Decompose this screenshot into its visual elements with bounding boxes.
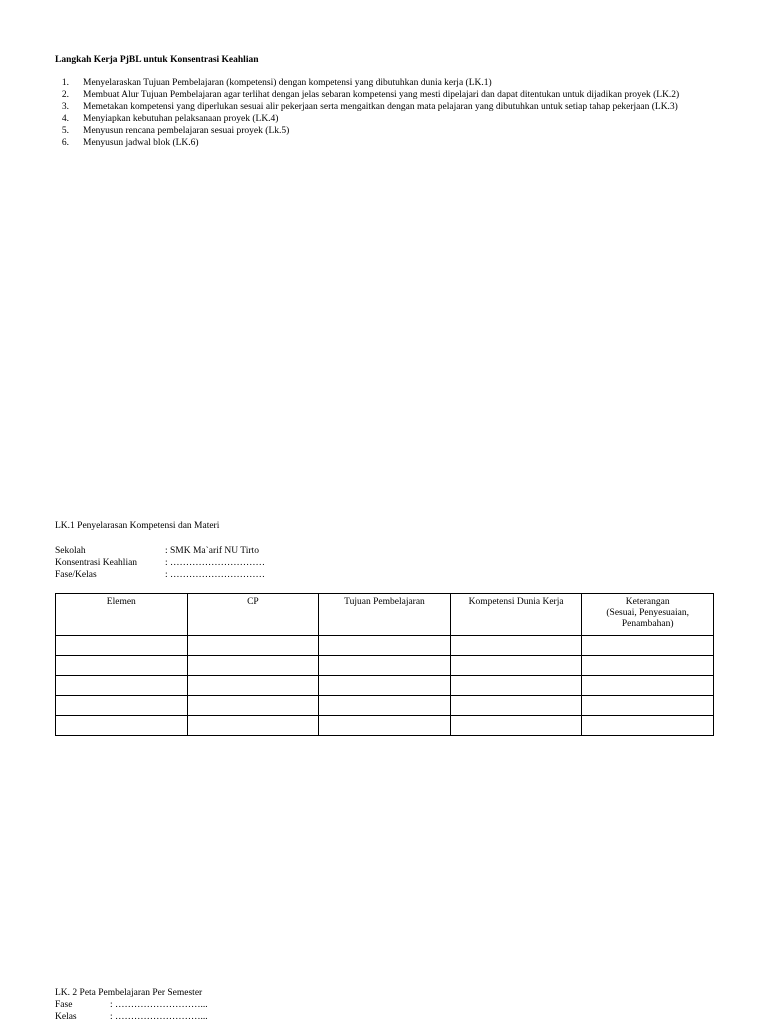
table-cell	[187, 636, 319, 656]
table-cell	[450, 656, 582, 676]
meta-value: : SMK Ma`arif NU Tirto	[165, 546, 259, 556]
table-cell	[319, 716, 451, 736]
meta-label: Sekolah	[55, 546, 86, 556]
table-cell	[582, 636, 714, 656]
table-header-row	[56, 594, 714, 636]
step-text: Menyiapkan kebutuhan pelaksanaan proyek (LK.4)	[83, 114, 279, 124]
step-text: Memetakan kompetensi yang diperlukan sesuai alir pekerjaan serta mengaitkan dengan mata pelajaran yang dibutuhkan untuk setiap tahap pekerjaan (LK.3)	[83, 102, 678, 112]
list-item	[55, 113, 679, 125]
table-cell	[187, 676, 319, 696]
meta-row-konsentrasi	[55, 557, 265, 569]
column-header-keterangan: Keterangan (Sesuai, Penyesuaian, Penambahan)	[582, 594, 714, 636]
lk1-table-body	[56, 636, 714, 736]
column-header-cp: CP	[187, 594, 319, 636]
meta-value: : ………………………...	[110, 1000, 208, 1010]
table-cell	[450, 696, 582, 716]
table-cell	[56, 696, 188, 716]
table-cell	[582, 656, 714, 676]
step-number: 1.	[61, 78, 69, 88]
table-cell	[187, 656, 319, 676]
table-cell	[56, 656, 188, 676]
step-number: 6.	[61, 138, 69, 148]
table-cell	[319, 636, 451, 656]
step-text: Membuat Alur Tujuan Pembelajaran agar terlihat dengan jelas sebaran kompetensi yang mesti dipelajari dan dapat ditentukan untuk dijadikan proyek (LK.2)	[83, 90, 680, 100]
meta-row-kelas	[55, 1011, 208, 1023]
list-item	[55, 77, 679, 89]
lk1-meta	[55, 545, 265, 581]
meta-value: : …………………………	[165, 570, 266, 580]
step-number: 5.	[61, 126, 69, 136]
table-cell	[582, 676, 714, 696]
step-number: 3.	[61, 102, 69, 112]
step-number: 4.	[61, 114, 69, 124]
table-cell	[319, 656, 451, 676]
table-row	[56, 636, 714, 656]
table-cell	[450, 676, 582, 696]
lk1-title: LK.1 Penyelarasan Kompetensi dan Materi	[55, 521, 220, 531]
table-row	[56, 696, 714, 716]
meta-value: : ………………………...	[110, 1012, 208, 1022]
meta-label: Fase	[55, 1000, 73, 1010]
lk2-section	[55, 987, 208, 1023]
step-text: Menyusun rencana pembelajaran sesuai proyek (Lk.5)	[83, 126, 290, 136]
steps-list	[55, 77, 679, 149]
column-header-kompetensi: Kompetensi Dunia Kerja	[450, 594, 582, 636]
meta-value: : …………………………	[165, 558, 266, 568]
lk2-title: LK. 2 Peta Pembelajaran Per Semester	[55, 988, 203, 998]
list-item	[55, 89, 679, 101]
step-text: Menyusun jadwal blok (LK.6)	[83, 138, 199, 148]
meta-label: Konsentrasi Keahlian	[55, 558, 138, 568]
list-item	[55, 137, 679, 149]
table-cell	[56, 636, 188, 656]
table-cell	[450, 716, 582, 736]
lk1-table	[55, 593, 714, 736]
table-cell	[56, 716, 188, 736]
list-item	[55, 125, 679, 137]
meta-label: Fase/Kelas	[55, 570, 97, 580]
table-cell	[319, 676, 451, 696]
table-row	[56, 676, 714, 696]
list-item	[55, 101, 679, 113]
table-cell	[582, 716, 714, 736]
step-number: 2.	[61, 90, 69, 100]
table-cell	[582, 696, 714, 716]
meta-row-sekolah	[55, 545, 265, 557]
column-header-elemen: Elemen	[56, 594, 188, 636]
meta-row-fase	[55, 999, 208, 1011]
table-cell	[187, 716, 319, 736]
table-cell	[56, 676, 188, 696]
column-header-tujuan: Tujuan Pembelajaran	[319, 594, 451, 636]
table-cell	[450, 636, 582, 656]
table-cell	[187, 696, 319, 716]
meta-label: Kelas	[55, 1012, 77, 1022]
step-text: Menyelaraskan Tujuan Pembelajaran (kompetensi) dengan kompetensi yang dibutuhkan dunia kerja (LK.1)	[83, 78, 492, 88]
document-heading: Langkah Kerja PjBL untuk Konsentrasi Keahlian	[55, 55, 259, 65]
table-cell	[319, 696, 451, 716]
table-row	[56, 716, 714, 736]
table-row	[56, 656, 714, 676]
meta-row-fase-kelas	[55, 569, 265, 581]
